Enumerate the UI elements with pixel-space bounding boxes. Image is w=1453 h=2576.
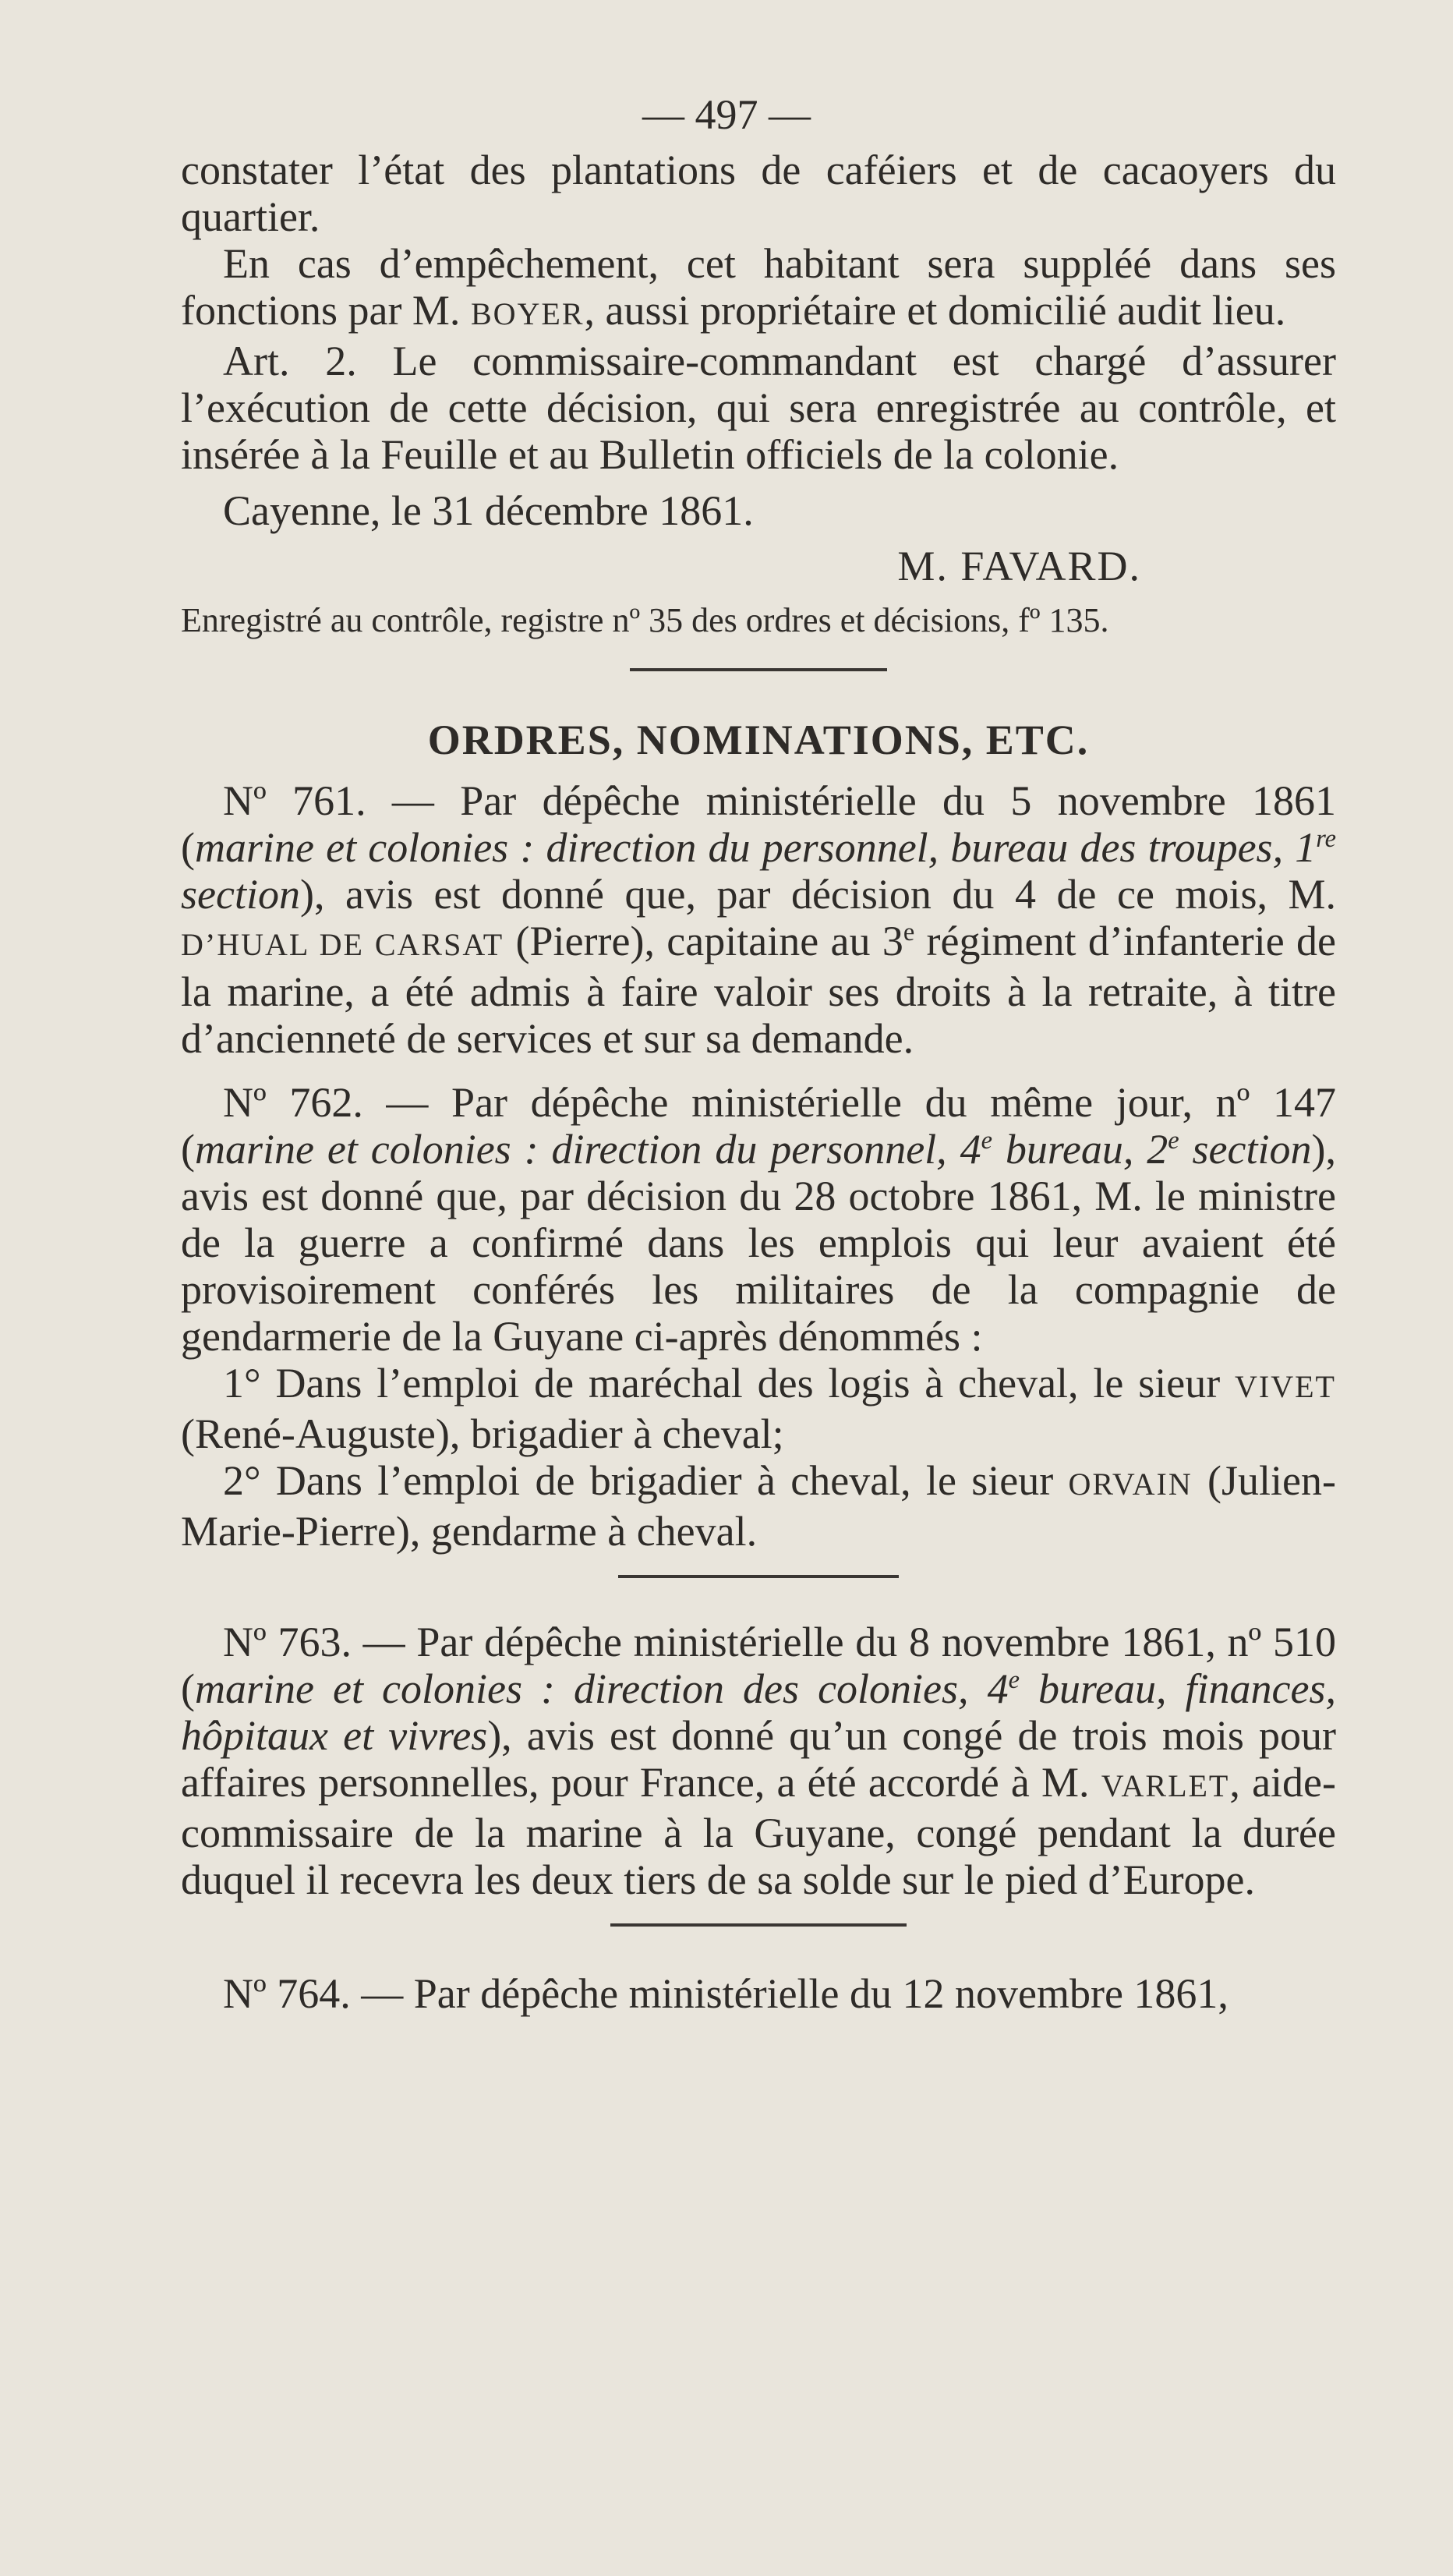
entry-762: Nº 762. — Par dépêche ministérielle du même jour, nº 147 (marine et colonies : direction du personnel, 4e bureau, 2e section), avis est donné que, par décision du 28 octobre 1861, M. le ministre de la guerre a confirmé dans les emplois qui leur avaient été provisoirement conférés les militaires de la compagnie de gendarmerie de la Guyane ci-après dénommés :: [181, 1079, 1336, 1360]
divider-rule: [610, 1923, 907, 1927]
registration-note: Enregistré au contrôle, registre nº 35 des ordres et décisions, fº 135.: [181, 601, 1109, 639]
entry-764: Nº 764. — Par dépêche ministérielle du 12 novembre 1861,: [223, 1970, 1229, 2017]
entry-762-item-2: 2° Dans l’emploi de brigadier à cheval, le sieur ORVAIN (Julien-Marie-Pierre), gendarme à cheval.: [181, 1457, 1336, 1555]
page-number: — 497 —: [642, 91, 811, 138]
divider-rule: [630, 668, 887, 671]
date-line: Cayenne, le 31 décembre 1861.: [223, 487, 754, 534]
paragraph-article-2: Art. 2. Le commissaire-commandant est chargé d’assurer l’exécution de cette décision, qui sera enregistrée au contrôle, et insérée à la Feuille et au Bulletin officiels de la colonie.: [181, 338, 1336, 478]
section-heading: ORDRES, NOMINATIONS, ETC.: [427, 717, 1090, 763]
person-name-varlet: VARLET: [1101, 1768, 1230, 1803]
entry-761: Nº 761. — Par dépêche ministérielle du 5 novembre 1861 (marine et colonies : direction du personnel, bureau des troupes, 1re section), avis est donné que, par décision du 4 de ce mois, M. D’HUAL DE CARSAT (Pierre), capitaine au 3e régiment d’infanterie de la marine, a été admis à faire valoir ses droits à la retraite, à titre d’ancienneté de services et sur sa demande.: [181, 777, 1336, 1062]
person-name-vivet: VIVET: [1235, 1369, 1336, 1404]
paragraph-intro-continuation: constater l’état des plantations de caféiers et de cacaoyers du quartier.: [181, 147, 1336, 240]
entry-763: Nº 763. — Par dépêche ministérielle du 8 novembre 1861, nº 510 (marine et colonies : direction des colonies, 4e bureau, finances, hôpitaux et vivres), avis est donné qu’un congé de trois mois pour affaires personnelles, pour France, a été accordé à M. VARLET, aide-commissaire de la marine à la Guyane, congé pendant la durée duquel il recevra les deux tiers de sa solde sur le pied d’Europe.: [181, 1619, 1336, 1903]
divider-rule: [618, 1575, 899, 1578]
person-name-boyer: BOYER: [470, 296, 585, 331]
entry-762-item-1: 1° Dans l’emploi de maréchal des logis à cheval, le sieur VIVET (René-Auguste), brigadier à cheval;: [181, 1360, 1336, 1457]
person-name-orvain: ORVAIN: [1068, 1467, 1193, 1502]
signature: M. FAVARD.: [897, 543, 1141, 589]
paragraph-substitute: En cas d’empêchement, cet habitant sera suppléé dans ses fonctions par M. BOYER, aussi propriétaire et domicilié audit lieu.: [181, 240, 1336, 334]
person-name-dhual-de-carsat: D’HUAL DE CARSAT: [181, 927, 504, 962]
